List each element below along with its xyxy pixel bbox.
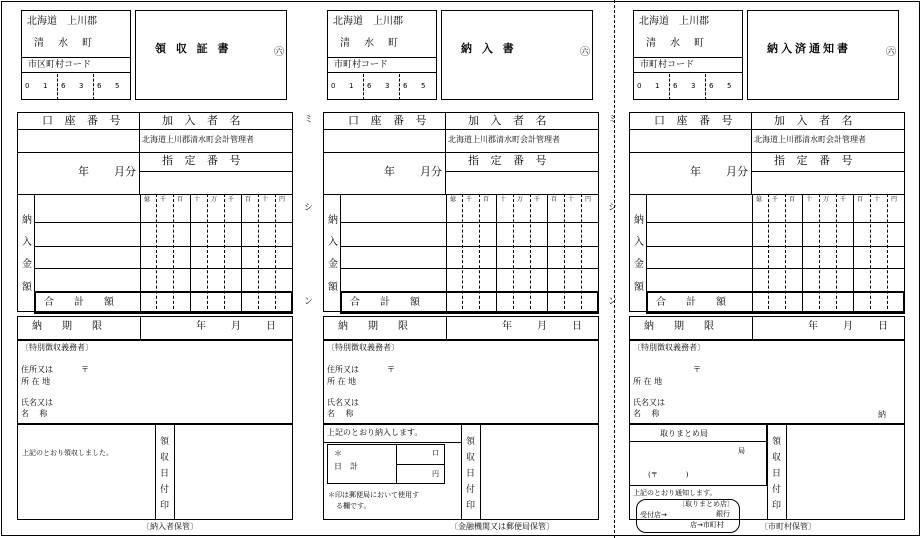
- flow-c: 銀行: [716, 510, 730, 518]
- title-box: [747, 10, 899, 100]
- deadline-day: 日: [878, 321, 888, 332]
- digit-unit: 千: [840, 196, 847, 203]
- special-collector-label: 〔特別徴収義務者〕: [633, 343, 705, 352]
- digit-unit: 億: [144, 196, 151, 203]
- stamp-char: 領: [160, 437, 170, 447]
- account-number-label: 口 座 番 号: [42, 114, 125, 127]
- amount-char-4: 額: [634, 282, 644, 293]
- deadline-month: 月: [231, 321, 241, 332]
- digit-unit: 円: [279, 196, 286, 203]
- subscriber-name-label: 加 入 者 名: [468, 114, 551, 127]
- code-digit: 0: [637, 82, 642, 90]
- year-label: 年: [690, 165, 701, 178]
- pref-gun: 北海道 上川郡: [639, 16, 709, 27]
- code-digit: 3: [691, 82, 696, 90]
- stamp-char: 印: [772, 501, 782, 511]
- stamp-char: 印: [466, 501, 476, 511]
- amount-char-1: 納: [634, 215, 644, 226]
- perforation-shi-2: シ: [608, 203, 618, 213]
- subscriber-value: 北海道上川郡清水町会計管理者: [448, 135, 560, 144]
- month-period-label: 月分: [114, 165, 136, 178]
- deadline-year: 年: [502, 321, 512, 332]
- digit-unit: 億: [756, 196, 763, 203]
- deadline-label: 納 期 限: [32, 321, 102, 332]
- form-title: 納 入 書: [461, 42, 517, 55]
- designated-number-label: 指 定 番 号: [774, 154, 857, 167]
- digit-unit: 十: [874, 196, 881, 203]
- ro-label: 口: [432, 449, 439, 457]
- month-period-label: 月分: [420, 165, 442, 178]
- digit-unit: 千: [466, 196, 473, 203]
- stamp-char: 領: [772, 437, 782, 447]
- digit-unit: 千: [160, 196, 167, 203]
- account-number-label: 口 座 番 号: [348, 114, 431, 127]
- collector-area: [629, 340, 905, 424]
- amount-char-2: 入: [22, 237, 32, 248]
- stamp-char: 印: [160, 501, 170, 511]
- title-mark-icon: ㊅: [580, 47, 590, 58]
- amount-char-3: 金: [634, 259, 644, 270]
- account-number-label: 口 座 番 号: [654, 114, 737, 127]
- special-collector-label: 〔特別徴収義務者〕: [21, 343, 93, 352]
- code-digit: 5: [727, 82, 732, 90]
- code-digit: 6: [709, 82, 714, 90]
- code-digit: 5: [115, 82, 120, 90]
- postal-mark: 〒: [387, 365, 395, 374]
- digit-unit: 十: [500, 196, 507, 203]
- pref-gun: 北海道 上川郡: [333, 16, 403, 27]
- name-label-2: 名 称: [327, 409, 354, 418]
- digit-unit: 十: [262, 196, 269, 203]
- total-label: 合 計 額: [44, 297, 114, 308]
- deadline-month: 月: [537, 321, 547, 332]
- amount-char-1: 納: [328, 215, 338, 226]
- name-label: 氏名又は: [633, 398, 665, 407]
- pref-gun: 北海道 上川郡: [27, 16, 97, 27]
- stamp-char: 収: [160, 453, 170, 463]
- digit-unit: 万: [211, 196, 218, 203]
- digit-unit: 千: [772, 196, 779, 203]
- code-digit: 6: [61, 82, 66, 90]
- form-title: 領 収 証 書: [155, 42, 232, 55]
- month-period-label: 月分: [726, 165, 748, 178]
- code-digit: 6: [367, 82, 372, 90]
- perforation-n-1: ン: [304, 297, 314, 307]
- digit-unit: 億: [450, 196, 457, 203]
- postal-mark: 〒: [81, 365, 89, 374]
- town-name: 清 水 町: [340, 38, 400, 49]
- town-name: 清 水 町: [34, 38, 94, 49]
- deadline-year: 年: [808, 321, 818, 332]
- designated-number-label: 指 定 番 号: [468, 154, 551, 167]
- perforation-shi-1: シ: [304, 203, 314, 213]
- footnote-2: る欄です。: [336, 502, 371, 510]
- section-receipt: [16, 0, 316, 538]
- digit-unit: 万: [517, 196, 524, 203]
- flow-d: 店→市町村: [690, 521, 724, 529]
- title-mark-icon: ㊅: [274, 47, 284, 58]
- stamp-char: 付: [772, 485, 782, 495]
- digit-unit: 万: [823, 196, 830, 203]
- code-label: 市町村コード: [640, 60, 695, 70]
- subscriber-value: 北海道上川郡清水町会計管理者: [754, 135, 866, 144]
- subscriber-value: 北海道上川郡清水町会計管理者: [142, 135, 254, 144]
- collector-area: [17, 340, 293, 424]
- code-digit: 1: [43, 82, 48, 90]
- code-label: 市区町村コード: [28, 60, 92, 70]
- storage-note: 〔納入者保管〕: [142, 522, 198, 531]
- yen-label: 円: [432, 470, 439, 478]
- digit-unit: 百: [789, 196, 796, 203]
- stamp-char: 領: [466, 437, 476, 447]
- address-label-2: 所 在 地: [633, 377, 663, 386]
- receipt-note: 上記のとおり領収しました。: [22, 449, 113, 457]
- code-digit: 6: [403, 82, 408, 90]
- stamp-char: 日: [160, 469, 170, 479]
- code-digit: 1: [655, 82, 660, 90]
- amount-char-2: 入: [328, 237, 338, 248]
- code-label: 市町村コード: [334, 60, 389, 70]
- year-label: 年: [384, 165, 395, 178]
- amount-char-3: 金: [328, 259, 338, 270]
- flow-a: 〔取りまとめ店〕: [678, 500, 734, 508]
- collect-office-label: 取りまとめ局: [660, 429, 708, 438]
- amount-char-4: 額: [22, 282, 32, 293]
- nou-label: 納: [878, 410, 886, 419]
- name-label-2: 名 称: [633, 409, 660, 418]
- perforation-mi-2: ミ: [608, 115, 618, 125]
- section-payment-notice: [628, 0, 922, 538]
- stamp-char: 収: [772, 453, 782, 463]
- digit-unit: 百: [245, 196, 252, 203]
- code-digit: 0: [331, 82, 336, 90]
- footnote-1: ＊印は郵便局において使用す: [328, 491, 419, 499]
- stamp-char: 付: [160, 485, 170, 495]
- code-digit: 5: [421, 82, 426, 90]
- name-label: 氏名又は: [327, 398, 359, 407]
- year-label: 年: [78, 165, 89, 178]
- deadline-label: 納 期 限: [338, 321, 408, 332]
- digit-unit: 十: [194, 196, 201, 203]
- title-mark-icon: ㊅: [886, 47, 896, 58]
- amount-char-3: 金: [22, 259, 32, 270]
- address-label-2: 所 在 地: [327, 377, 357, 386]
- code-digit: 3: [79, 82, 84, 90]
- total-label: 合 計 額: [656, 297, 726, 308]
- deadline-day: 日: [266, 321, 276, 332]
- postal-bracket: (〒 ): [648, 471, 689, 479]
- storage-note: 〔金融機関又は郵便局保管〕: [450, 522, 554, 531]
- digit-unit: 千: [228, 196, 235, 203]
- digit-unit: 千: [534, 196, 541, 203]
- asterisk-mark: ＊: [334, 449, 342, 458]
- digit-unit: 十: [568, 196, 575, 203]
- perforation-n-2: ン: [608, 297, 618, 307]
- payment-note: 上記のとおり納入します。: [327, 428, 423, 437]
- title-box: [441, 10, 593, 100]
- subscriber-name-label: 加 入 者 名: [774, 114, 857, 127]
- digit-unit: 十: [806, 196, 813, 203]
- name-label-2: 名 称: [21, 409, 48, 418]
- code-digit: 3: [385, 82, 390, 90]
- deadline-month: 月: [843, 321, 853, 332]
- subscriber-name-label: 加 入 者 名: [162, 114, 245, 127]
- section-payment-slip: [322, 0, 622, 538]
- address-label-2: 所 在 地: [21, 377, 51, 386]
- digit-unit: 円: [891, 196, 898, 203]
- amount-char-2: 入: [634, 237, 644, 248]
- special-collector-label: 〔特別徴収義務者〕: [327, 343, 399, 352]
- designated-number-label: 指 定 番 号: [162, 154, 245, 167]
- storage-note: 〔市町村保管〕: [760, 522, 816, 531]
- digit-unit: 百: [551, 196, 558, 203]
- amount-char-4: 額: [328, 282, 338, 293]
- perforation-mi-1: ミ: [304, 115, 314, 125]
- code-digit: 6: [97, 82, 102, 90]
- postal-mark: 〒: [693, 365, 701, 374]
- digit-unit: 百: [177, 196, 184, 203]
- form-title: 納入済通知書: [767, 42, 851, 55]
- digit-unit: 百: [857, 196, 864, 203]
- amount-char-1: 納: [22, 215, 32, 226]
- deadline-day: 日: [572, 321, 582, 332]
- notice-note: 上記のとおり通知します。: [633, 489, 717, 497]
- address-label: 住所又は: [21, 365, 53, 374]
- name-label: 氏名又は: [21, 398, 53, 407]
- stamp-char: 付: [466, 485, 476, 495]
- deadline-label: 納 期 限: [644, 321, 714, 332]
- stamp-char: 日: [772, 469, 782, 479]
- kyoku-label: 局: [738, 447, 745, 455]
- flow-b: 受付店→: [640, 511, 667, 519]
- digit-unit: 円: [585, 196, 592, 203]
- title-box: [135, 10, 287, 100]
- address-label: 住所又は: [327, 365, 359, 374]
- stamp-char: 日: [466, 469, 476, 479]
- deadline-year: 年: [196, 321, 206, 332]
- day-total-label: 日 計: [334, 462, 358, 471]
- collector-area: [323, 340, 599, 424]
- digit-unit: 百: [483, 196, 490, 203]
- stamp-char: 収: [466, 453, 476, 463]
- total-label: 合 計 額: [350, 297, 420, 308]
- code-digit: 6: [673, 82, 678, 90]
- town-name: 清 水 町: [646, 38, 706, 49]
- code-digit: 0: [25, 82, 30, 90]
- code-digit: 1: [349, 82, 354, 90]
